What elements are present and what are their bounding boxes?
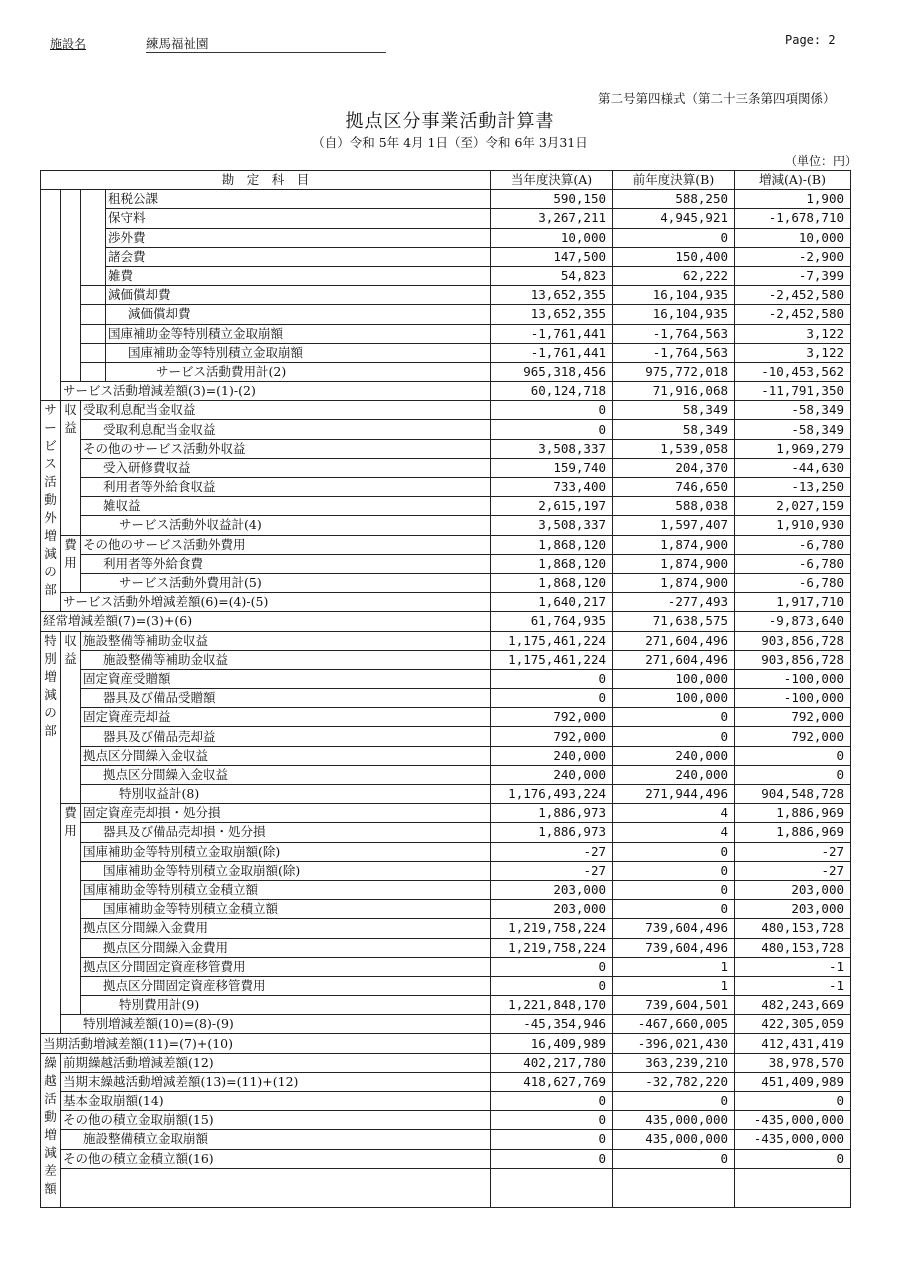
diff-amount: -435,000,000 (735, 1130, 851, 1149)
form-number: 第二号第四様式（第二十三条第四項関係） (598, 91, 836, 106)
diff-amount: -100,000 (735, 689, 851, 708)
diff-amount: 792,000 (735, 708, 851, 727)
current-amount: 1,868,120 (491, 554, 613, 573)
table-row (41, 842, 851, 861)
account-label: 利用者等外給食収益 (81, 478, 491, 497)
account-label: 特別増減差額(10)=(8)-(9) (61, 1015, 491, 1034)
table-row (41, 900, 851, 919)
table-row (41, 880, 851, 899)
diff-amount: -6,780 (735, 573, 851, 592)
current-amount: -1,761,441 (491, 324, 613, 343)
account-label: 特別収益計(8) (81, 785, 491, 804)
previous-amount: 4 (613, 823, 735, 842)
account-label: 固定資産売却損・処分損 (81, 804, 491, 823)
previous-amount: 1,874,900 (613, 573, 735, 592)
diff-amount: -6,780 (735, 554, 851, 573)
table-row (41, 324, 851, 343)
table-row (41, 439, 851, 458)
account-label: 渉外費 (106, 228, 491, 247)
current-amount: 0 (491, 401, 613, 420)
diff-amount: -1,678,710 (735, 209, 851, 228)
previous-amount: 1,539,058 (613, 439, 735, 458)
blank-subgroup-cell (81, 190, 106, 286)
account-label: 施設整備等補助金収益 (81, 631, 491, 650)
current-amount: 0 (491, 1111, 613, 1130)
table-row (41, 746, 851, 765)
current-amount: 1,868,120 (491, 535, 613, 554)
account-label: 施設整備積立金取崩額 (61, 1130, 491, 1149)
facility-label: 施設名 (50, 37, 87, 51)
table-row (41, 919, 851, 938)
diff-amount: -6,780 (735, 535, 851, 554)
account-label: 拠点区分間繰入金費用 (81, 919, 491, 938)
current-amount: 10,000 (491, 228, 613, 247)
previous-amount: 271,604,496 (613, 650, 735, 669)
table-row (41, 1015, 851, 1034)
account-label: 器具及び備品売却益 (81, 727, 491, 746)
previous-amount: 271,604,496 (613, 631, 735, 650)
table-row (41, 362, 851, 381)
table-row (41, 516, 851, 535)
previous-amount: -32,782,220 (613, 1072, 735, 1091)
current-amount: 1,886,973 (491, 804, 613, 823)
account-label: 国庫補助金等特別積立金積立額 (81, 900, 491, 919)
diff-amount: 0 (735, 1092, 851, 1111)
account-label: 利用者等外給食費 (81, 554, 491, 573)
current-amount: 0 (491, 1130, 613, 1149)
diff-amount: 3,122 (735, 343, 851, 362)
account-label: 経常増減差額(7)=(3)+(6) (41, 612, 491, 631)
account-label: 国庫補助金等特別積立金取崩額(除) (81, 861, 491, 880)
table-row (41, 401, 851, 420)
account-label: 雑費 (106, 266, 491, 285)
account-label: 前期繰越活動増減差額(12) (61, 1053, 491, 1072)
diff-amount: 903,856,728 (735, 631, 851, 650)
account-label: 施設整備等補助金収益 (81, 650, 491, 669)
current-amount: 240,000 (491, 746, 613, 765)
table-row (41, 266, 851, 285)
table-row (41, 612, 851, 631)
previous-amount: 150,400 (613, 247, 735, 266)
current-amount: 1,886,973 (491, 823, 613, 842)
account-label: 国庫補助金等特別積立金取崩額 (106, 324, 491, 343)
table-row (41, 573, 851, 592)
table-row (41, 1072, 851, 1091)
table-row (41, 804, 851, 823)
account-label: 器具及び備品受贈額 (81, 689, 491, 708)
current-amount: 1,221,848,170 (491, 996, 613, 1015)
section-service-activity-cell (41, 190, 61, 401)
table-row (41, 1130, 851, 1149)
table-row (41, 305, 851, 324)
diff-amount: -100,000 (735, 669, 851, 688)
previous-amount: 435,000,000 (613, 1111, 735, 1130)
table-row (41, 209, 851, 228)
current-amount: 16,409,989 (491, 1034, 613, 1053)
section-service-outside-cell: サ ー ビ ス 活 動 外 増 減 の 部 (41, 401, 61, 612)
previous-amount: 1,597,407 (613, 516, 735, 535)
previous-amount: 0 (613, 1092, 735, 1111)
current-amount: 60,124,718 (491, 382, 613, 401)
previous-amount: 0 (613, 228, 735, 247)
current-amount: 1,219,758,224 (491, 938, 613, 957)
account-label: 国庫補助金等特別積立金取崩額(除) (81, 842, 491, 861)
diff-amount: -27 (735, 842, 851, 861)
previous-amount: 0 (613, 842, 735, 861)
table-row (41, 938, 851, 957)
current-amount: 1,175,461,224 (491, 631, 613, 650)
diff-amount: 38,978,570 (735, 1053, 851, 1072)
diff-amount: 0 (735, 746, 851, 765)
diff-amount: -2,452,580 (735, 305, 851, 324)
account-label: 拠点区分間繰入金収益 (81, 765, 491, 784)
current-amount: 0 (491, 1149, 613, 1168)
current-amount: -1,761,441 (491, 343, 613, 362)
previous-amount: 100,000 (613, 669, 735, 688)
account-label: 国庫補助金等特別積立金取崩額 (106, 343, 491, 362)
diff-amount: 480,153,728 (735, 938, 851, 957)
diff-amount: -2,452,580 (735, 286, 851, 305)
previous-amount: 1,874,900 (613, 554, 735, 573)
diff-amount: 903,856,728 (735, 650, 851, 669)
diff-amount: 0 (735, 1149, 851, 1168)
diff-amount: 203,000 (735, 880, 851, 899)
table-row (41, 478, 851, 497)
table-row (41, 190, 851, 209)
blank-cell (613, 1168, 735, 1207)
section-carry-cell: 繰 越 活 動 増 減 差 額 (41, 1053, 61, 1207)
section-special-cell: 特 別 増 減 の 部 (41, 631, 61, 1034)
account-label: 当期末繰越活動増減差額(13)=(11)+(12) (61, 1072, 491, 1091)
current-amount: 1,175,461,224 (491, 650, 613, 669)
diff-amount: 1,886,969 (735, 804, 851, 823)
table-row (41, 420, 851, 439)
table-row (41, 1034, 851, 1053)
table-header-row (41, 171, 851, 190)
diff-amount: 1,910,930 (735, 516, 851, 535)
table-row (41, 593, 851, 612)
previous-amount: 0 (613, 708, 735, 727)
previous-amount: -1,764,563 (613, 343, 735, 362)
current-amount: 0 (491, 976, 613, 995)
blank-cell (735, 1168, 851, 1207)
column-header-account: 勘 定 科 目 (41, 171, 491, 190)
diff-amount: -1 (735, 976, 851, 995)
account-label: 保守料 (106, 209, 491, 228)
diff-amount: 3,122 (735, 324, 851, 343)
previous-amount: 739,604,496 (613, 938, 735, 957)
fiscal-period: （自）令和 5年 4月 1日（至）令和 6年 3月31日 (312, 135, 588, 150)
expense-outside-group-cell: 費 用 (61, 535, 81, 593)
current-amount: -45,354,946 (491, 1015, 613, 1034)
table-row (41, 708, 851, 727)
previous-amount: 1 (613, 976, 735, 995)
diff-amount: -13,250 (735, 478, 851, 497)
previous-amount: 739,604,496 (613, 919, 735, 938)
account-label: サービス活動費用計(2) (106, 362, 491, 381)
current-amount: 965,318,456 (491, 362, 613, 381)
account-label: 固定資産売却益 (81, 708, 491, 727)
blank-cell (81, 324, 106, 343)
previous-amount: 588,250 (613, 190, 735, 209)
previous-amount: 16,104,935 (613, 286, 735, 305)
account-label: その他の積立金取崩額(15) (61, 1111, 491, 1130)
expense-group-cell (61, 190, 81, 382)
blank-cell (81, 286, 106, 305)
table-row (41, 785, 851, 804)
table-row (41, 976, 851, 995)
facility-header (50, 34, 386, 53)
current-amount: 13,652,355 (491, 305, 613, 324)
current-amount: 240,000 (491, 765, 613, 784)
previous-amount: 0 (613, 900, 735, 919)
current-amount: 590,150 (491, 190, 613, 209)
previous-amount: -277,493 (613, 593, 735, 612)
diff-amount: 1,900 (735, 190, 851, 209)
current-amount: 418,627,769 (491, 1072, 613, 1091)
account-label: サービス活動外増減差額(6)=(4)-(5) (61, 593, 491, 612)
blank-cell (491, 1168, 613, 1207)
account-label: 受取利息配当金収益 (81, 420, 491, 439)
table-row (41, 1092, 851, 1111)
diff-amount: 1,886,969 (735, 823, 851, 842)
activity-statement-table (40, 170, 851, 1208)
current-amount: 1,219,758,224 (491, 919, 613, 938)
account-label: サービス活動外費用計(5) (81, 573, 491, 592)
column-header-previous: 前年度決算(B) (613, 171, 735, 190)
special-expense-group-cell: 費 用 (61, 804, 81, 1015)
table-row (41, 823, 851, 842)
previous-amount: 4 (613, 804, 735, 823)
previous-amount: 739,604,501 (613, 996, 735, 1015)
table-row (41, 689, 851, 708)
diff-amount: 482,243,669 (735, 996, 851, 1015)
diff-amount: 792,000 (735, 727, 851, 746)
table-row (41, 631, 851, 650)
current-amount: 1,176,493,224 (491, 785, 613, 804)
page-number: Page: 2 (785, 33, 836, 47)
table-row (41, 996, 851, 1015)
previous-amount: 363,239,210 (613, 1053, 735, 1072)
table-row (41, 1053, 851, 1072)
blank-cell (61, 1168, 491, 1207)
account-label: サービス活動外収益計(4) (81, 516, 491, 535)
unit-label: （単位：円） (785, 154, 858, 168)
previous-amount: 0 (613, 1149, 735, 1168)
diff-amount: -7,399 (735, 266, 851, 285)
table-row (41, 669, 851, 688)
account-label: 拠点区分間繰入金費用 (81, 938, 491, 957)
table-row (41, 247, 851, 266)
current-amount: 0 (491, 1092, 613, 1111)
diff-amount: 203,000 (735, 900, 851, 919)
previous-amount: 4,945,921 (613, 209, 735, 228)
diff-amount: 904,548,728 (735, 785, 851, 804)
current-amount: 733,400 (491, 478, 613, 497)
previous-amount: 16,104,935 (613, 305, 735, 324)
account-label: 減価償却費 (106, 305, 491, 324)
current-amount: 147,500 (491, 247, 613, 266)
current-amount: 61,764,935 (491, 612, 613, 631)
blank-cell (81, 343, 106, 362)
table-row (41, 382, 851, 401)
current-amount: 3,267,211 (491, 209, 613, 228)
account-label: 特別費用計(9) (81, 996, 491, 1015)
current-amount: 54,823 (491, 266, 613, 285)
current-amount: 203,000 (491, 880, 613, 899)
table-row (41, 650, 851, 669)
diff-amount: 10,000 (735, 228, 851, 247)
previous-amount: 746,650 (613, 478, 735, 497)
previous-amount: 62,222 (613, 266, 735, 285)
blank-cell (81, 305, 106, 324)
diff-amount: 480,153,728 (735, 919, 851, 938)
previous-amount: 240,000 (613, 765, 735, 784)
diff-amount: 0 (735, 765, 851, 784)
blank-row (41, 1168, 851, 1207)
current-amount: 402,217,780 (491, 1053, 613, 1072)
account-label: 諸会費 (106, 247, 491, 266)
account-label: 拠点区分間繰入金収益 (81, 746, 491, 765)
current-amount: 159,740 (491, 458, 613, 477)
current-amount: 1,868,120 (491, 573, 613, 592)
diff-amount: -2,900 (735, 247, 851, 266)
diff-amount: -10,453,562 (735, 362, 851, 381)
diff-amount: -435,000,000 (735, 1111, 851, 1130)
table-row (41, 497, 851, 516)
diff-amount: 1,969,279 (735, 439, 851, 458)
previous-amount: -396,021,430 (613, 1034, 735, 1053)
column-header-current: 当年度決算(A) (491, 171, 613, 190)
previous-amount: 975,772,018 (613, 362, 735, 381)
diff-amount: 1,917,710 (735, 593, 851, 612)
blank-cell (81, 362, 106, 381)
page-title: 拠点区分事業活動計算書 (345, 111, 555, 132)
previous-amount: 0 (613, 861, 735, 880)
previous-amount: 58,349 (613, 401, 735, 420)
account-label: その他の積立金積立額(16) (61, 1149, 491, 1168)
current-amount: 13,652,355 (491, 286, 613, 305)
current-amount: -27 (491, 861, 613, 880)
previous-amount: -467,660,005 (613, 1015, 735, 1034)
special-income-group-cell: 収 益 (61, 631, 81, 804)
previous-amount: 1,874,900 (613, 535, 735, 554)
table-row (41, 535, 851, 554)
table-row (41, 458, 851, 477)
current-amount: 3,508,337 (491, 439, 613, 458)
current-amount: 0 (491, 669, 613, 688)
facility-name: 練馬福祉園 (146, 34, 386, 53)
account-label: サービス活動増減差額(3)=(1)-(2) (61, 382, 491, 401)
current-amount: 1,640,217 (491, 593, 613, 612)
current-amount: 792,000 (491, 708, 613, 727)
account-label: 国庫補助金等特別積立金積立額 (81, 880, 491, 899)
previous-amount: 0 (613, 727, 735, 746)
account-label: 基本金取崩額(14) (61, 1092, 491, 1111)
diff-amount: -27 (735, 861, 851, 880)
account-label: 租税公課 (106, 190, 491, 209)
account-label: 雑収益 (81, 497, 491, 516)
table-row (41, 228, 851, 247)
diff-amount: -44,630 (735, 458, 851, 477)
current-amount: -27 (491, 842, 613, 861)
previous-amount: 58,349 (613, 420, 735, 439)
income-group-cell: 収 益 (61, 401, 81, 535)
account-label: 当期活動増減差額(11)=(7)+(10) (41, 1034, 491, 1053)
diff-amount: -1 (735, 957, 851, 976)
table-row (41, 554, 851, 573)
diff-amount: 422,305,059 (735, 1015, 851, 1034)
table-row (41, 1149, 851, 1168)
current-amount: 0 (491, 420, 613, 439)
account-label: 拠点区分間固定資産移管費用 (81, 976, 491, 995)
previous-amount: 71,916,068 (613, 382, 735, 401)
table-row (41, 765, 851, 784)
diff-amount: -58,349 (735, 401, 851, 420)
previous-amount: 1 (613, 957, 735, 976)
table-row (41, 343, 851, 362)
previous-amount: 588,038 (613, 497, 735, 516)
diff-amount: 2,027,159 (735, 497, 851, 516)
account-label: 減価償却費 (106, 286, 491, 305)
current-amount: 3,508,337 (491, 516, 613, 535)
table-row (41, 1111, 851, 1130)
current-amount: 792,000 (491, 727, 613, 746)
previous-amount: 0 (613, 880, 735, 899)
table-row (41, 957, 851, 976)
account-label: 固定資産受贈額 (81, 669, 491, 688)
current-amount: 0 (491, 957, 613, 976)
account-label: 受取利息配当金収益 (81, 401, 491, 420)
previous-amount: 240,000 (613, 746, 735, 765)
previous-amount: 435,000,000 (613, 1130, 735, 1149)
previous-amount: 71,638,575 (613, 612, 735, 631)
account-label: その他のサービス活動外収益 (81, 439, 491, 458)
previous-amount: -1,764,563 (613, 324, 735, 343)
previous-amount: 100,000 (613, 689, 735, 708)
account-label: 拠点区分間固定資産移管費用 (81, 957, 491, 976)
table-row (41, 727, 851, 746)
account-label: その他のサービス活動外費用 (81, 535, 491, 554)
diff-amount: -9,873,640 (735, 612, 851, 631)
table-row (41, 861, 851, 880)
previous-amount: 204,370 (613, 458, 735, 477)
account-label: 器具及び備品売却損・処分損 (81, 823, 491, 842)
diff-amount: 412,431,419 (735, 1034, 851, 1053)
diff-amount: 451,409,989 (735, 1072, 851, 1091)
current-amount: 2,615,197 (491, 497, 613, 516)
current-amount: 203,000 (491, 900, 613, 919)
diff-amount: -11,791,350 (735, 382, 851, 401)
column-header-diff: 増減(A)-(B) (735, 171, 851, 190)
previous-amount: 271,944,496 (613, 785, 735, 804)
table-row (41, 286, 851, 305)
account-label: 受入研修費収益 (81, 458, 491, 477)
current-amount: 0 (491, 689, 613, 708)
diff-amount: -58,349 (735, 420, 851, 439)
